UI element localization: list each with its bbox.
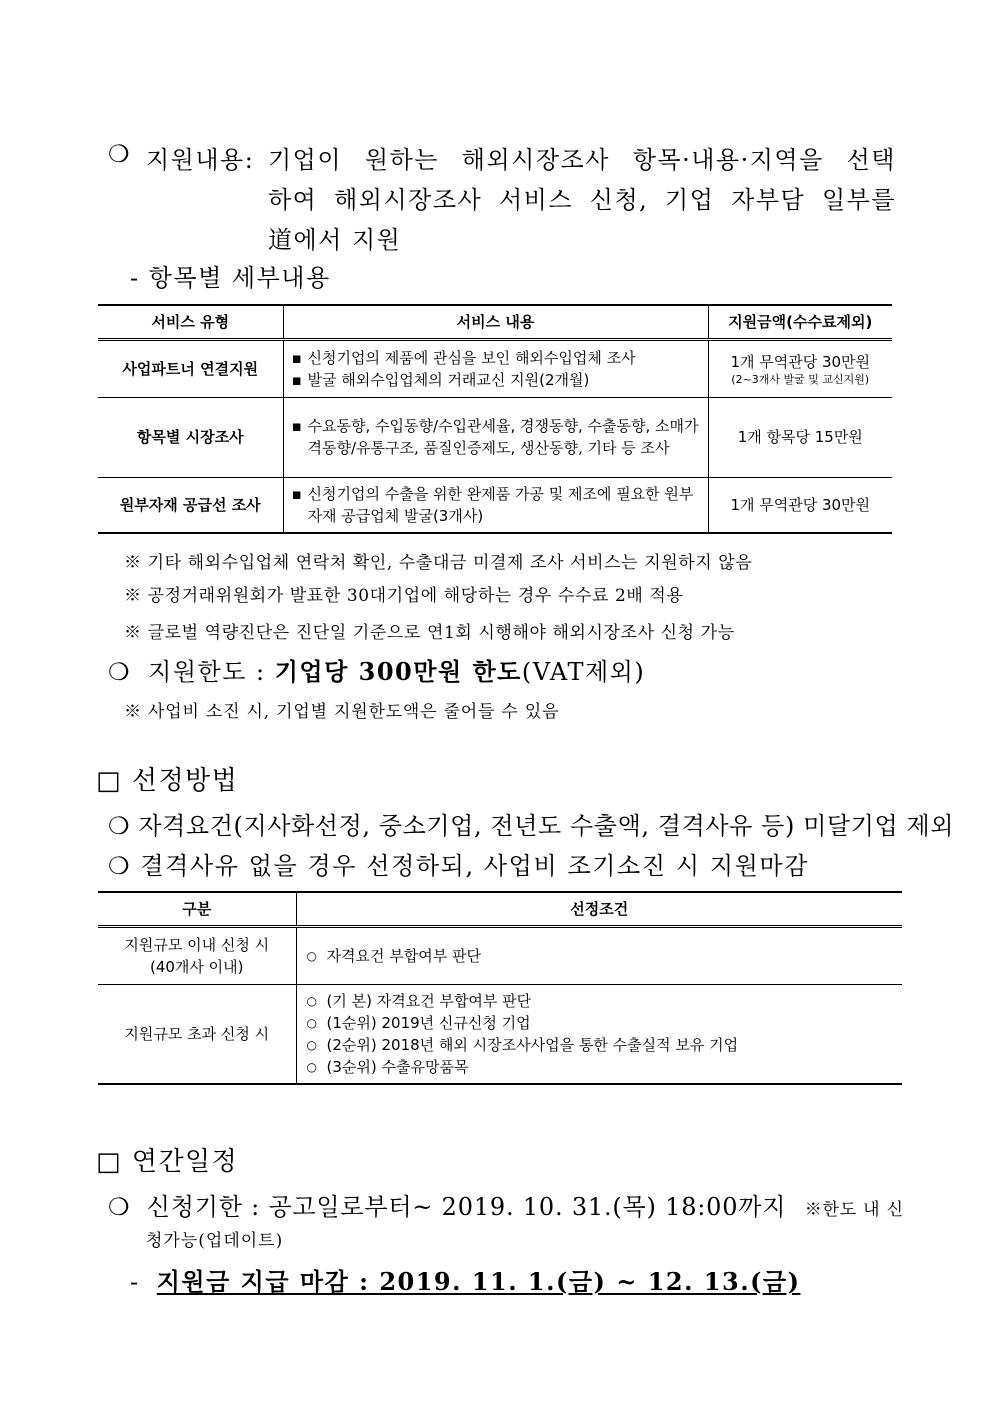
row-content: [283, 477, 708, 533]
table-row: [98, 397, 892, 477]
table-row: [98, 477, 892, 533]
note-3: ※ 글로벌 역량진단은 진단일 기준으로 연1회 시행해야 해외시장조사 신청 가능: [124, 623, 735, 643]
support-line-2: 하여 해외시장조사 서비스 신청, 기업 자부담 일부를: [268, 186, 896, 214]
row-type: 항목별 시장조사: [98, 397, 283, 477]
list-item: ▪ 신청기업의 제품에 관심을 보인 해외수입업체 조사: [290, 347, 702, 369]
table-row: [98, 926, 902, 984]
support-label: 지원내용:: [146, 146, 255, 174]
schedule-deadline-note-cont: 청가능(업데이트): [146, 1231, 284, 1251]
schedule-deadline: 신청기한 : 공고일로부터~ 2019. 10. 31.(목) 18:00까지: [146, 1193, 787, 1221]
list-item: ○ (기 본) 자격요건 부합여부 판단: [303, 990, 897, 1012]
selection-bullet-2: ❍ 결격사유 없을 경우 선정하되, 사업비 조기소진 시 지원마감: [108, 852, 809, 880]
row-category: [98, 926, 296, 984]
support-line-1: 기업이 원하는 해외시장조사 항목·내용·지역을 선택: [268, 146, 896, 174]
header-support-amount: 지원금액(수수료제외): [708, 305, 892, 339]
row-condition: [296, 926, 902, 984]
table-row: [98, 984, 902, 1084]
header-condition: 선정조건: [296, 892, 902, 926]
service-table-header: [98, 305, 892, 339]
note-1: ※ 기타 해외수입업체 연락처 확인, 수출대금 미결제 조사 서비스는 지원하지 않음: [124, 553, 753, 573]
list-item: ○ (2순위) 2018년 해외 시장조사사업을 통한 수출실적 보유 기업: [303, 1034, 897, 1056]
service-table: [98, 304, 892, 534]
list-item: ▪ 발굴 해외수입업체의 거래교신 지원(2개월): [290, 369, 702, 391]
list-item: ○ (1순위) 2019년 신규신청 기업: [303, 1012, 897, 1034]
category-line-2: (40개사 이내): [149, 957, 244, 976]
header-service-content: 서비스 내용: [283, 305, 708, 339]
schedule-deadline-line: [108, 1187, 904, 1222]
limit-value: 기업당 300만원 한도: [274, 657, 522, 686]
schedule-deadline-note: ※한도 내 신: [804, 1200, 904, 1220]
row-content: [283, 397, 708, 477]
header-category: 구분: [98, 892, 296, 926]
header-service-type: 서비스 유형: [98, 305, 283, 339]
limit-bullet: ❍: [108, 658, 132, 686]
selection-table-header: [98, 892, 902, 926]
list-item: ▪ 신청기업의 수출을 위한 완제품 가공 및 제조에 필요한 원부자재 공급업체 발굴(3개사): [290, 483, 702, 527]
limit-suffix: (VAT제외): [521, 658, 646, 686]
row-category: 지원규모 초과 신청 시: [98, 984, 296, 1084]
support-line-3: 道에서 지원: [268, 226, 402, 254]
note-2: ※ 공정거래위원회가 발표한 30대기업에 해당하는 경우 수수료 2배 적용: [124, 586, 684, 606]
amount-note: (2~3개사 발굴 및 교신지원): [731, 372, 870, 386]
row-type: 원부자재 공급선 조사: [98, 477, 283, 533]
payment-deadline: 지원금 지급 마감 : 2019. 11. 1.(금) ~ 12. 13.(금): [156, 1267, 801, 1296]
support-bullet: ❍: [108, 140, 132, 168]
list-item: ○ (3순위) 수출유망품목: [303, 1056, 897, 1078]
limit-note: ※ 사업비 소진 시, 기업별 지원한도액은 줄어들 수 있음: [124, 702, 560, 722]
payment-line: [130, 1262, 800, 1297]
detail-heading: - 항목별 세부내용: [130, 264, 331, 292]
list-item: ▪ 수요동향, 수입동향/수입관세율, 경쟁동향, 수출동향, 소매가격동향/유통구조, 품질인증제도, 생산동향, 기타 등 조사: [290, 415, 702, 459]
table-row: [98, 339, 892, 397]
row-content: [283, 339, 708, 397]
selection-bullet-1: ❍ 자격요건(지사화선정, 중소기업, 전년도 수출액, 결격사유 등) 미달기업 제외: [108, 812, 955, 840]
limit-line: [108, 652, 645, 687]
row-condition: [296, 984, 902, 1084]
schedule-title: □ 연간일정: [96, 1147, 239, 1177]
payment-dash: -: [130, 1268, 140, 1296]
row-amount: 1개 무역관당 30만원: [708, 477, 892, 533]
row-type: 사업파트너 연결지원: [98, 339, 283, 397]
selection-title: □ 선정방법: [96, 766, 239, 796]
row-amount: 1개 항목당 15만원: [708, 397, 892, 477]
selection-table: [98, 891, 902, 1085]
row-amount: [708, 339, 892, 397]
limit-label: 지원한도 :: [148, 658, 266, 686]
category-line-1: 지원규모 이내 신청 시: [124, 935, 270, 954]
amount-value: 1개 무역관당 30만원: [730, 352, 871, 371]
list-item: ○ 자격요건 부합여부 판단: [303, 945, 897, 967]
schedule-bullet: ❍: [108, 1193, 131, 1221]
